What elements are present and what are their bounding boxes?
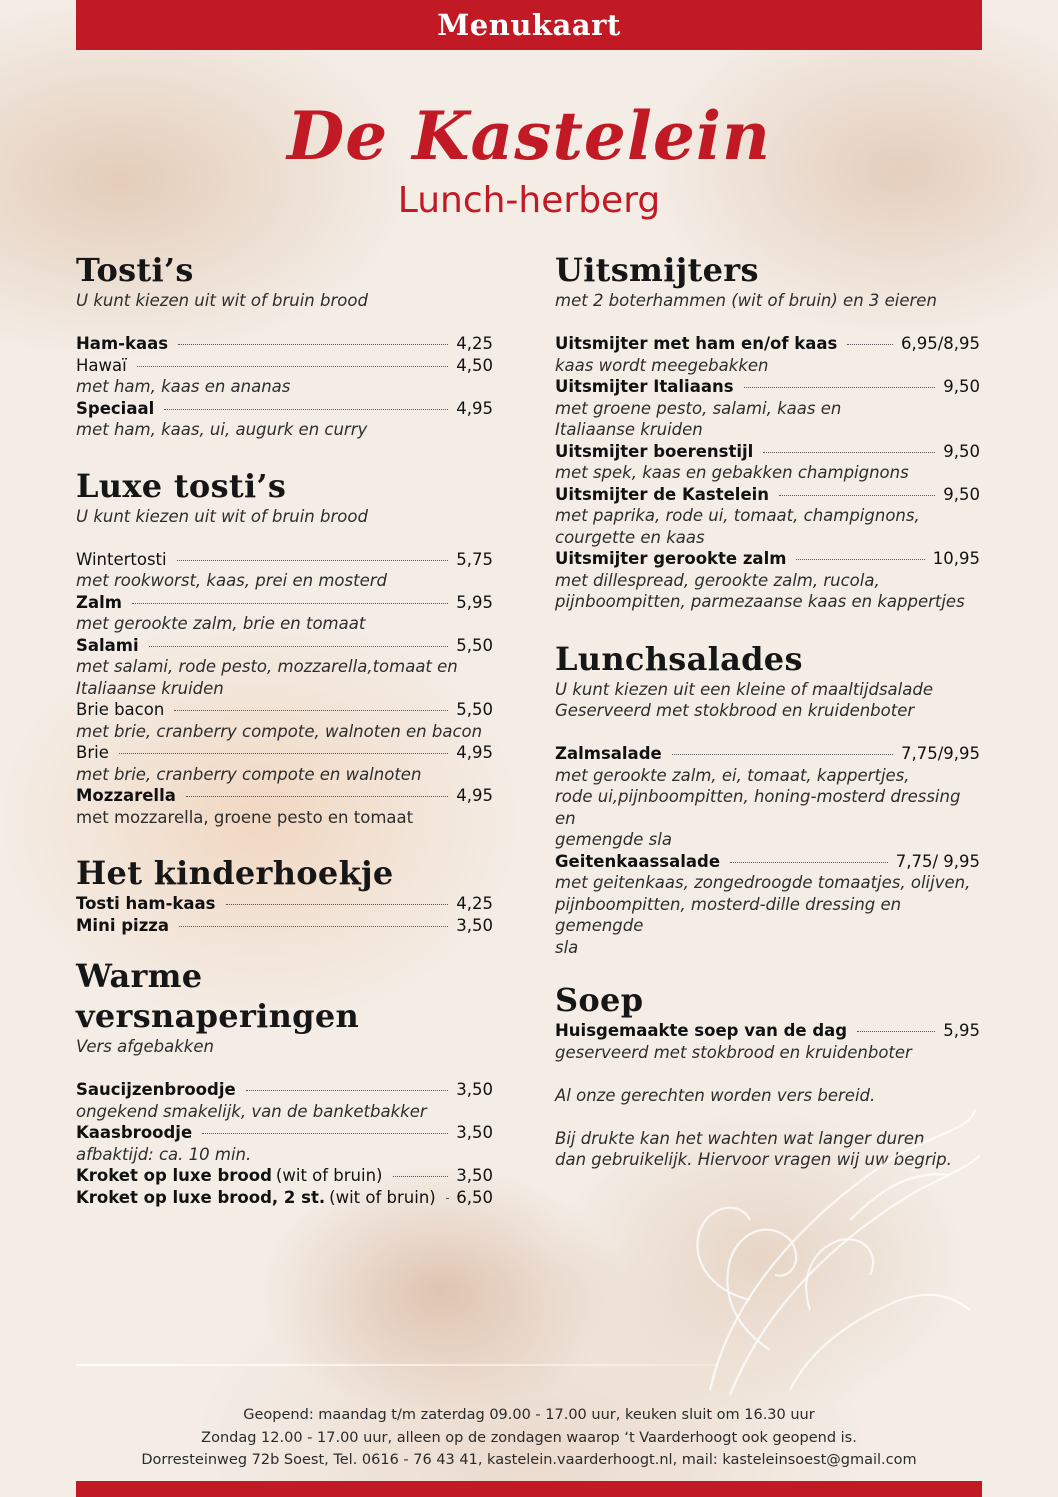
- fresh-note: Al onze gerechten worden vers bereid.: [555, 1085, 876, 1105]
- item-name: Huisgemaakte soep van de dag: [555, 1021, 848, 1040]
- section-title: Warme versnaperingen: [76, 957, 360, 1035]
- menu-item: [76, 915, 493, 937]
- item-price: 9,50: [943, 441, 980, 461]
- menu-item: [76, 355, 493, 377]
- item-price: 5,75: [456, 549, 493, 569]
- right-column: [555, 250, 980, 1171]
- item-name: Kroket op luxe brood, 2 st.: [76, 1187, 326, 1207]
- item-price: 4,95: [456, 786, 493, 805]
- item-price: 3,50: [456, 915, 493, 935]
- item-name: Uitsmijter boerenstijl: [555, 441, 754, 461]
- wait-note: Bij drukte kan het wachten wat langer duren: [555, 1128, 925, 1148]
- item-price: 6,95/8,95: [900, 334, 980, 353]
- menu-item: [76, 1165, 493, 1187]
- opening-hours: Geopend: maandag t/m zaterdag 09.00 - 17.00 uur, keuken sluit om 16.30 uur: [243, 1407, 815, 1423]
- item-price: 4,95: [456, 398, 493, 418]
- item-description: met geitenkaas, zongedroogde tomaatjes, olijven,: [555, 873, 971, 892]
- item-price: 9,50: [943, 484, 980, 504]
- item-name: Mozzarella: [76, 786, 176, 805]
- menu-item: [76, 1079, 493, 1101]
- item-name: Mini pizza: [76, 915, 170, 935]
- item-description: geserveerd met stokbrood en kruidenboter: [555, 1042, 912, 1062]
- item-description: met gerookte zalm, ei, tomaat, kappertjes,: [555, 765, 910, 785]
- item-price: 4,25: [456, 894, 493, 913]
- item-name: Hawaï: [76, 355, 127, 375]
- section-lunchsalades: [555, 639, 980, 959]
- item-name: Uitsmijter Italiaans: [555, 377, 734, 396]
- item-description: met spek, kaas en gebakken champignons: [555, 463, 909, 482]
- sunday-hours: Zondag 12.00 - 17.00 uur, alleen op de zondagen waarop ‘t Vaarderhoogt ook geopend is.: [201, 1430, 857, 1446]
- menu-item: [76, 398, 493, 420]
- menu-item: [555, 1020, 980, 1042]
- item-price: 5,50: [456, 700, 493, 719]
- menu-item: [555, 333, 980, 355]
- item-note: (wit of bruin): [329, 1187, 436, 1207]
- section-subtitle: U kunt kiezen uit wit of bruin brood: [76, 291, 368, 310]
- menu-item: [76, 635, 493, 657]
- item-price: 3,50: [456, 1123, 493, 1142]
- brand-subtitle: Lunch-herberg: [397, 180, 661, 221]
- item-description: Italiaanse kruiden: [555, 420, 703, 439]
- menu-item: [76, 699, 493, 721]
- menu-item: [555, 376, 980, 398]
- item-description: sla: [555, 937, 579, 957]
- section-title: Het kinderhoekje: [76, 854, 394, 892]
- item-description: met brie, cranberry compote en walnoten: [76, 764, 422, 784]
- item-name: Brie: [76, 743, 109, 762]
- menu-item: [555, 441, 980, 463]
- section-uitsmijters: [555, 250, 980, 613]
- item-price: 4,50: [456, 355, 493, 375]
- item-description: ongekend smakelijk, van de banketbakker: [76, 1101, 427, 1121]
- menu-item: [555, 484, 980, 506]
- item-name: Uitsmijter de Kastelein: [555, 484, 770, 504]
- item-name: Brie bacon: [76, 700, 165, 719]
- item-description: met paprika, rode ui, tomaat, champignons,: [555, 506, 920, 525]
- menu-item: [76, 592, 493, 614]
- header-banner: [76, 0, 982, 50]
- menu-item: [76, 333, 493, 355]
- flourish-ornament: [650, 1100, 980, 1400]
- section-title: Luxe tosti’s: [76, 466, 287, 505]
- section-title: Soep: [555, 981, 644, 1019]
- item-name: Zalmsalade: [555, 744, 662, 763]
- item-name: Speciaal: [76, 398, 155, 418]
- item-description: met ham, kaas en ananas: [76, 377, 291, 396]
- item-description: Italiaanse kruiden: [76, 678, 224, 698]
- bottom-bar: [76, 1481, 982, 1497]
- item-description: met mozzarella, groene pesto en tomaat: [76, 807, 414, 827]
- item-price: 4,25: [456, 334, 493, 353]
- item-price: 5,95: [943, 1021, 980, 1040]
- menu-item: [555, 851, 980, 873]
- item-name: Saucijzenbroodje: [76, 1080, 236, 1099]
- item-name: Kroket op luxe brood: [76, 1166, 272, 1185]
- section-subtitle: Vers afgebakken: [76, 1037, 214, 1056]
- item-name: Uitsmijter met ham en/of kaas: [555, 334, 838, 353]
- item-name: Geitenkaassalade: [555, 851, 721, 871]
- section-title: Lunchsalades: [555, 639, 803, 678]
- menu-item: [76, 549, 493, 571]
- footer-divider: [76, 1364, 716, 1366]
- menu-item: [76, 1187, 493, 1209]
- section-subtitle: met 2 boterhammen (wit of bruin) en 3 eieren: [555, 291, 937, 310]
- item-price: 5,50: [456, 635, 493, 655]
- section-warme-versnaperingen: [76, 956, 493, 1208]
- item-description: met salami, rode pesto, mozzarella,tomaat en: [76, 657, 458, 676]
- menu-item: [76, 1122, 493, 1144]
- section-subtitle: Geserveerd met stokbrood en kruidenboter: [555, 701, 915, 720]
- item-price: 9,50: [943, 377, 980, 396]
- menu-item: [555, 743, 980, 765]
- item-price: 7,75/ 9,95: [895, 851, 980, 871]
- contact-info: Dorresteinweg 72b Soest, Tel. 0616 - 76 43 41, kastelein.vaarderhoogt.nl, mail: kasteleinsoest@gmail.com: [141, 1452, 917, 1468]
- item-name: Wintertosti: [76, 549, 167, 569]
- item-price: 3,50: [456, 1166, 493, 1185]
- item-name: Kaasbroodje: [76, 1123, 193, 1142]
- item-name: Salami: [76, 635, 139, 655]
- section-tostis: [76, 250, 493, 441]
- item-price: 7,75/9,95: [900, 744, 980, 763]
- item-description: rode ui,pijnboompitten, honing-mosterd dressing en: [555, 787, 961, 828]
- item-description: met ham, kaas, ui, augurk en curry: [76, 420, 368, 439]
- item-price: 5,95: [456, 592, 493, 612]
- header-title: Menukaart: [437, 8, 621, 42]
- item-name: Tosti ham-kaas: [76, 894, 216, 913]
- item-description: met brie, cranberry compote, walnoten en bacon: [76, 721, 483, 741]
- item-price: 3,50: [456, 1080, 493, 1099]
- section-subtitle: U kunt kiezen uit een kleine of maaltijdsalade: [555, 679, 933, 699]
- item-name: Ham-kaas: [76, 334, 169, 353]
- item-description: afbaktijd: ca. 10 min.: [76, 1144, 252, 1164]
- section-kinderhoekje: [76, 853, 493, 936]
- item-price: 10,95: [932, 549, 980, 568]
- item-description: pijnboompitten, parmezaanse kaas en kappertjes: [555, 592, 965, 611]
- item-price: 6,50: [456, 1187, 493, 1207]
- menu-item: [76, 742, 493, 764]
- section-title: Tosti’s: [76, 251, 194, 289]
- section-subtitle: U kunt kiezen uit wit of bruin brood: [76, 506, 368, 526]
- wait-note: dan gebruikelijk. Hiervoor vragen wij uw begrip.: [555, 1150, 952, 1169]
- item-description: met gerookte zalm, brie en tomaat: [76, 614, 366, 633]
- menu-item: [76, 785, 493, 807]
- menu-item: [555, 548, 980, 570]
- item-description: met groene pesto, salami, kaas en: [555, 398, 842, 418]
- item-name: Zalm: [76, 592, 122, 612]
- brand-name: De Kastelein: [286, 97, 772, 175]
- item-description: courgette en kaas: [555, 527, 705, 547]
- left-column: [76, 250, 493, 1208]
- item-description: met rookworst, kaas, prei en mosterd: [76, 571, 387, 590]
- item-description: gemengde sla: [555, 830, 672, 849]
- section-title: Uitsmijters: [555, 251, 759, 289]
- item-description: met dillespread, gerookte zalm, rucola,: [555, 570, 880, 590]
- item-description: kaas wordt meegebakken: [555, 355, 769, 375]
- item-price: 4,95: [456, 743, 493, 762]
- item-name: Uitsmijter gerookte zalm: [555, 549, 787, 568]
- item-description: pijnboompitten, mosterd-dille dressing en gemengde: [555, 894, 902, 935]
- section-luxe-tostis: [76, 466, 493, 829]
- menu-item: [76, 893, 493, 915]
- item-note: (wit of bruin): [275, 1166, 383, 1185]
